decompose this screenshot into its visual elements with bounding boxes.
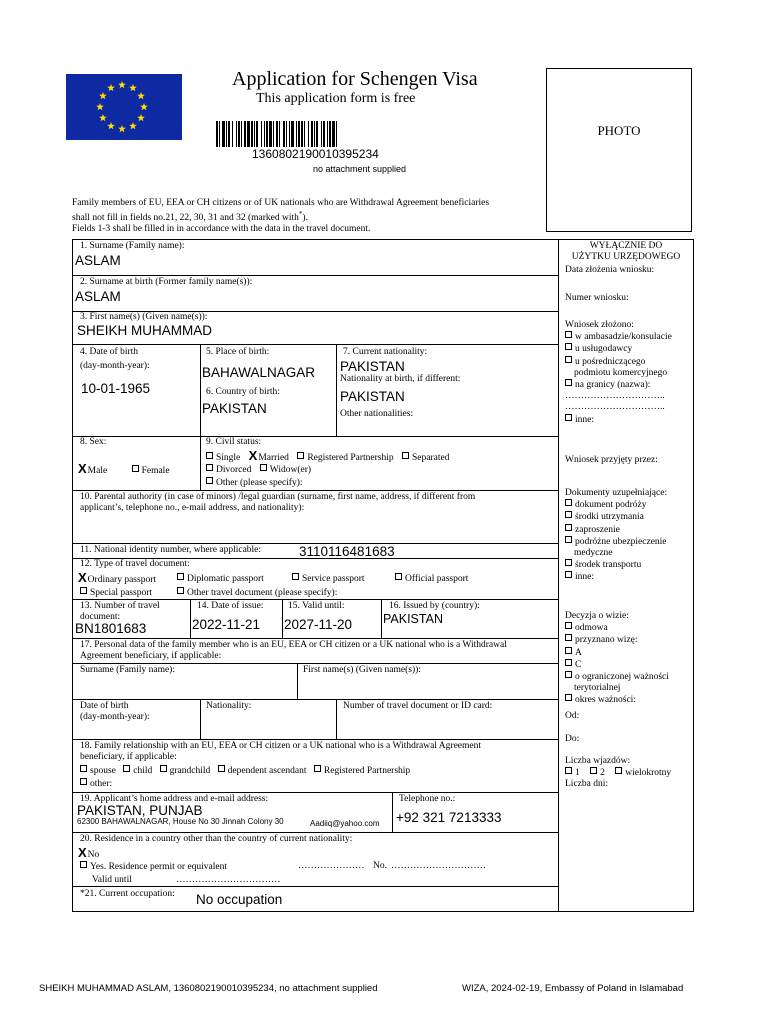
date-of-birth-label-line1: 4. Date of birth — [80, 347, 139, 357]
residence-valid-label: Valid until — [92, 875, 132, 885]
rule — [200, 699, 201, 739]
country-of-birth-label: 6. Country of birth: — [206, 387, 280, 397]
checkbox-icon[interactable] — [80, 765, 87, 772]
sidebar-entries-1[interactable]: 1 — [575, 768, 580, 779]
sidebar-opt-border[interactable]: na granicy (nazwa): — [575, 380, 651, 391]
sidebar-dec-c[interactable]: C — [575, 659, 582, 670]
civil-other-option[interactable]: Other (please specify): — [216, 478, 303, 488]
official-use-title-line2: UŻYTKU URZĘDOWEGO — [571, 252, 681, 263]
sidebar-number-label: Numer wniosku: — [565, 293, 629, 303]
civil-status-row2 — [206, 464, 311, 476]
civil-status-label: 9. Civil status: — [206, 437, 262, 447]
checked-mark-icon: X — [78, 461, 87, 476]
civil-separated-option[interactable]: Separated — [411, 453, 450, 463]
checkbox-icon[interactable] — [292, 573, 299, 580]
checkbox-icon[interactable] — [218, 765, 225, 772]
checkbox-icon[interactable] — [565, 511, 572, 518]
checkbox-icon[interactable] — [565, 356, 572, 363]
rel-other-option[interactable]: other: — [90, 779, 113, 789]
checkbox-icon[interactable] — [395, 573, 402, 580]
date-of-birth-label-line2: (day-month-year): — [80, 361, 150, 371]
rule — [72, 436, 558, 437]
email-value[interactable]: Aadiiq@yahoo.com — [310, 819, 380, 828]
checkbox-icon[interactable] — [565, 694, 572, 701]
sex-label: 8. Sex: — [80, 437, 107, 447]
date-of-birth-value[interactable]: 10-01-1965 — [81, 381, 151, 396]
sidebar-dots-b: ………………………….. — [565, 402, 665, 413]
footer-left: SHEIKH MUHAMMAD ASLAM, 1360802190010395234, no attachment supplied — [39, 983, 378, 994]
doc-number-label — [80, 601, 160, 623]
checkbox-icon[interactable] — [160, 765, 167, 772]
checked-mark-icon: X — [248, 448, 258, 463]
instructions-note — [72, 198, 489, 235]
checkbox-icon[interactable] — [565, 524, 572, 531]
rule — [72, 699, 558, 700]
sidebar-opt-intermediary-line2: podmiotu komercyjnego — [574, 367, 668, 378]
checkbox-icon[interactable] — [565, 647, 572, 654]
travel-doc-special — [80, 587, 152, 599]
doc-diplomatic-option[interactable]: Diplomatic passport — [187, 574, 264, 584]
nationality-at-birth-value[interactable]: PAKISTAN — [340, 389, 405, 404]
rel-child-option[interactable]: child — [133, 766, 153, 776]
first-names-value[interactable]: SHEIKH MUHAMMAD — [77, 323, 213, 338]
family-member-label-line1: 17. Personal data of the family member who is an EU, EEA or CH citizen or a UK national who is a Withdrawal — [80, 640, 507, 650]
doc-official-option[interactable]: Official passport — [405, 574, 469, 584]
sidebar-days-label: Liczba dni: — [565, 779, 608, 790]
sidebar-dec-limited-line2: terytorialnej — [574, 683, 621, 694]
residence-dots-2: ………………………… — [391, 861, 486, 871]
rule — [72, 663, 558, 664]
doc-number-value[interactable]: BN1801683 — [75, 621, 147, 636]
current-nationality-value[interactable]: PAKISTAN — [340, 359, 405, 374]
sidebar-decision-block — [565, 611, 669, 707]
barcode — [216, 121, 422, 147]
fm-firstname-label: First name(s) (Given name(s)): — [303, 665, 421, 675]
rule — [72, 599, 558, 600]
sidebar-doc-transport[interactable]: środek transportu — [575, 560, 642, 571]
rule — [72, 792, 558, 793]
travel-doc-type-label: 12. Type of travel document: — [80, 559, 190, 569]
rule — [72, 275, 558, 276]
sidebar-entries-block — [565, 756, 671, 791]
home-address-value[interactable]: PAKISTAN, PUNJAB — [77, 803, 203, 818]
attachment-note: no attachment supplied — [313, 164, 407, 174]
sidebar-accepted-label: Wniosek przyjęty przez: — [565, 455, 658, 465]
note-line-3: Fields 1-3 shall be filled in in accordance with the data in the travel document. — [72, 224, 371, 235]
fm-nationality-label: Nationality: — [206, 701, 252, 711]
fm-dob-label-line2: (day-month-year): — [80, 712, 150, 722]
family-relationship-label-line2: beneficiary, if applicable: — [80, 752, 177, 762]
sidebar-dec-a[interactable]: A — [575, 647, 582, 658]
rule — [282, 599, 283, 638]
country-of-birth-value[interactable]: PAKISTAN — [202, 401, 267, 416]
sidebar-dec-refused[interactable]: odmowa — [575, 623, 608, 634]
current-nationality-label: 7. Current nationality: — [343, 347, 428, 357]
checkbox-icon[interactable] — [206, 464, 213, 471]
photo-label: PHOTO — [597, 123, 641, 138]
surname-at-birth-value[interactable]: ASLAM — [75, 289, 121, 304]
sidebar-entries-label: Liczba wjazdów: — [565, 756, 631, 766]
national-id-label: 11. National identity number, where applicable: — [80, 545, 262, 555]
rule — [392, 792, 393, 832]
sex-female-option[interactable]: Female — [141, 466, 170, 476]
residence-dots-1: ………………… — [298, 861, 365, 871]
parental-authority-label-line1: 10. Parental authority (in case of minors) /legal guardian (surname, first name, address, if different from — [80, 492, 476, 502]
fm-dob-label-line1: Date of birth — [80, 701, 129, 711]
rel-grandchild-option[interactable]: grandchild — [169, 766, 211, 776]
checkbox-icon[interactable] — [80, 587, 87, 594]
residence-number-label: No. — [373, 861, 387, 871]
residence-yes-row — [80, 861, 227, 873]
checkbox-icon[interactable] — [565, 659, 572, 666]
checkbox-icon[interactable] — [565, 414, 572, 421]
surname-label: 1. Surname (Family name): — [80, 241, 185, 251]
rule — [72, 739, 558, 740]
national-id-value[interactable]: 3110116481683 — [299, 544, 395, 559]
sidebar-dots-a: ………………………….. — [565, 391, 665, 402]
family-relationship-other — [80, 778, 112, 790]
residence-no-option[interactable]: No — [87, 850, 100, 860]
family-relationship-label — [80, 741, 481, 763]
sidebar-date-label: Data złożenia wniosku: — [565, 265, 655, 275]
checkbox-icon[interactable] — [402, 452, 409, 459]
rule — [72, 344, 558, 345]
doc-other-option[interactable]: Other travel document (please specify): — [187, 588, 338, 598]
other-nationalities-label: Other nationalities: — [340, 409, 414, 419]
checkbox-icon[interactable] — [565, 671, 572, 678]
checkbox-icon[interactable] — [314, 765, 321, 772]
doc-special-option[interactable]: Special passport — [90, 588, 153, 598]
sidebar-opt-intermediary[interactable]: u pośredniczącego — [575, 356, 646, 367]
checkbox-icon[interactable] — [565, 499, 572, 506]
checkbox-icon[interactable] — [565, 331, 572, 338]
page-subtitle: This application form is free — [256, 91, 416, 106]
sidebar-doc-insurance[interactable]: podróżne ubezpieczenie — [575, 536, 667, 547]
family-member-label-line2: Agreement beneficiary, if applicable: — [80, 651, 222, 661]
checkbox-icon[interactable] — [565, 379, 572, 386]
official-use-title — [559, 241, 693, 263]
issued-by-value[interactable]: PAKISTAN — [383, 612, 443, 626]
eu-flag-logo — [66, 74, 182, 140]
rule — [381, 599, 382, 638]
sidebar-doc-travel[interactable]: dokument podróży — [575, 500, 647, 511]
sidebar-dec-limited[interactable]: o ograniczonej ważności — [575, 672, 669, 683]
doc-number-label-line1: 13. Number of travel — [80, 601, 160, 611]
rule — [336, 344, 337, 436]
valid-until-label: 15. Valid until: — [288, 601, 345, 611]
checkbox-icon[interactable] — [123, 765, 130, 772]
travel-doc-diplomatic — [177, 573, 264, 585]
sidebar-from-label: Od: — [565, 711, 580, 721]
sidebar-opt-provider[interactable]: u usługodawcy — [575, 344, 633, 355]
sidebar-doc-invite[interactable]: zaproszenie — [575, 524, 620, 535]
checkbox-icon[interactable] — [565, 767, 572, 774]
telephone-value[interactable]: +92 321 7213333 — [396, 810, 502, 825]
sidebar-docs-label: Dokumenty uzupełniające: — [565, 488, 668, 498]
rule — [72, 490, 558, 491]
checkbox-icon[interactable] — [206, 452, 213, 459]
residence-no-row — [78, 847, 99, 861]
checkbox-icon[interactable] — [565, 571, 572, 578]
parental-authority-label-line2: applicant’s, telephone no., e-mail address, and nationality): — [80, 503, 305, 513]
rule — [190, 599, 191, 638]
travel-doc-official — [395, 573, 468, 585]
sidebar-to-label: Do: — [565, 734, 580, 744]
issued-by-label: 16. Issued by (country): — [389, 601, 480, 611]
sidebar-opt-other[interactable]: inne: — [575, 414, 594, 425]
family-relationship-options — [80, 765, 410, 777]
sidebar-decision-label: Decyzja o wizie: — [565, 611, 629, 621]
home-address-detail[interactable]: 62300 BAHAWALNAGAR, House No 30 Jinnah Colony 30 — [77, 817, 284, 826]
sidebar-doc-means[interactable]: środki utrzymania — [575, 512, 644, 523]
place-of-birth-value[interactable]: BAHAWALNAGAR — [202, 365, 316, 380]
civil-status-row3 — [206, 477, 303, 489]
family-relationship-label-line1: 18. Family relationship with an EU, EEA or CH citizen or a UK national who is a Withdrawal Agreement — [80, 741, 481, 751]
sidebar-doc-insurance-line2: medyczne — [574, 548, 613, 559]
checkbox-icon[interactable] — [206, 477, 213, 484]
note-line-2: shall not fill in fields no.21, 22, 30, 31 and 32 (marked with — [72, 213, 299, 224]
date-of-birth-label — [80, 347, 150, 372]
occupation-label: *21. Current occupation: — [80, 889, 175, 899]
checkbox-icon[interactable] — [80, 778, 87, 785]
residence-yes-option[interactable]: Yes. Residence permit or equivalent — [90, 862, 228, 872]
official-use-title-line1: WYŁĄCZNIE DO — [589, 241, 663, 251]
checkbox-icon[interactable] — [177, 573, 184, 580]
sidebar-submitted-label: Wniosek złożono: — [565, 320, 634, 330]
telephone-label: Telephone no.: — [399, 794, 456, 804]
residence-label: 20. Residence in a country other than the country of current nationality: — [80, 834, 353, 844]
sidebar-dec-granted[interactable]: przyznano wizę: — [575, 635, 638, 646]
rule — [72, 832, 558, 833]
doc-service-option[interactable]: Service passport — [302, 574, 365, 584]
note-asterisk: * — [298, 210, 303, 218]
note-line-2-end: ). — [302, 213, 308, 224]
page-title: Application for Schengen Visa — [232, 68, 478, 90]
checkbox-icon[interactable] — [565, 559, 572, 566]
issue-date-value[interactable]: 2022-11-21 — [192, 617, 261, 632]
occupation-value[interactable]: No occupation — [196, 892, 283, 907]
checkbox-icon[interactable] — [565, 536, 572, 543]
checkbox-icon[interactable] — [177, 587, 184, 594]
travel-doc-row1 — [78, 572, 156, 586]
sidebar-doc-other[interactable]: inne: — [575, 572, 594, 583]
civil-divorced-option[interactable]: Divorced — [216, 465, 252, 475]
sidebar-divider — [558, 239, 559, 912]
rel-dependent-option[interactable]: dependent ascendant — [227, 766, 307, 776]
checkbox-icon[interactable] — [297, 452, 304, 459]
place-of-birth-label: 5. Place of birth: — [206, 347, 270, 357]
barcode-number: 1360802190010395234 — [252, 147, 379, 161]
parental-authority-label — [80, 492, 475, 514]
rel-spouse-option[interactable]: spouse — [90, 766, 116, 776]
checkbox-icon[interactable] — [590, 767, 597, 774]
rule — [297, 663, 298, 699]
travel-doc-other — [177, 587, 337, 599]
sidebar-dec-validity[interactable]: okres ważności: — [575, 695, 636, 706]
doc-number-label-line2: document: — [80, 612, 121, 622]
checkbox-icon[interactable] — [132, 465, 139, 472]
civil-single-option[interactable]: Single — [216, 453, 241, 463]
surname-at-birth-label: 2. Surname at birth (Former family name(s)): — [80, 277, 253, 287]
checkbox-icon[interactable] — [565, 634, 572, 641]
fm-dob-label — [80, 701, 150, 723]
rule — [200, 344, 201, 490]
footer-right: WIZA, 2024-02-19, Embassy of Poland in Islamabad — [462, 983, 684, 994]
sex-male-option[interactable]: Male — [87, 466, 108, 476]
checkbox-icon[interactable] — [615, 767, 622, 774]
civil-married-option[interactable]: Married — [258, 453, 289, 463]
civil-registered-option[interactable]: Registered Partnership — [307, 453, 394, 463]
rule — [336, 699, 337, 739]
doc-ordinary-option[interactable]: Ordinary passport — [87, 575, 157, 585]
civil-status-row1 — [206, 450, 449, 464]
sex-options — [78, 463, 170, 477]
sidebar-opt-embassy[interactable]: w ambasadzie/konsulacie — [575, 332, 672, 343]
surname-value[interactable]: ASLAM — [75, 253, 121, 268]
issue-date-label: 14. Date of issue: — [197, 601, 264, 611]
travel-doc-service — [292, 573, 365, 585]
rule — [72, 886, 558, 887]
rule — [72, 638, 558, 639]
checkbox-icon[interactable] — [565, 622, 572, 629]
sidebar-entries-multi[interactable]: wielokrotny — [625, 768, 672, 779]
photo-box — [546, 68, 692, 232]
nationality-at-birth-label: Nationality at birth, if different: — [340, 374, 461, 384]
checkbox-icon[interactable] — [565, 343, 572, 350]
family-member-label — [80, 640, 507, 662]
home-address-label: 19. Applicant’s home address and e-mail address: — [80, 794, 269, 804]
fm-docnum-label: Number of travel document or ID card: — [343, 701, 493, 711]
checkbox-icon[interactable] — [260, 464, 267, 471]
checked-mark-icon: X — [78, 570, 87, 585]
valid-until-value[interactable]: 2027-11-20 — [284, 617, 353, 632]
sidebar-entries-2[interactable]: 2 — [600, 768, 605, 779]
residence-dots-3: …………………………… — [176, 875, 281, 885]
first-names-label: 3. First name(s) (Given name(s)): — [80, 312, 208, 322]
civil-widow-option[interactable]: Widow(er) — [269, 465, 312, 475]
sidebar-docs-block — [565, 488, 667, 584]
checked-mark-icon: X — [78, 845, 87, 860]
fm-surname-label: Surname (Family name): — [80, 665, 175, 675]
sidebar-submitted-block — [565, 320, 672, 426]
checkbox-icon[interactable] — [80, 861, 87, 868]
rel-registered-option[interactable]: Registered Partnership — [323, 766, 411, 776]
note-line-1: Family members of EU, EEA or CH citizens or of UK nationals who are Withdrawal Agreement beneficiaries — [72, 198, 490, 208]
